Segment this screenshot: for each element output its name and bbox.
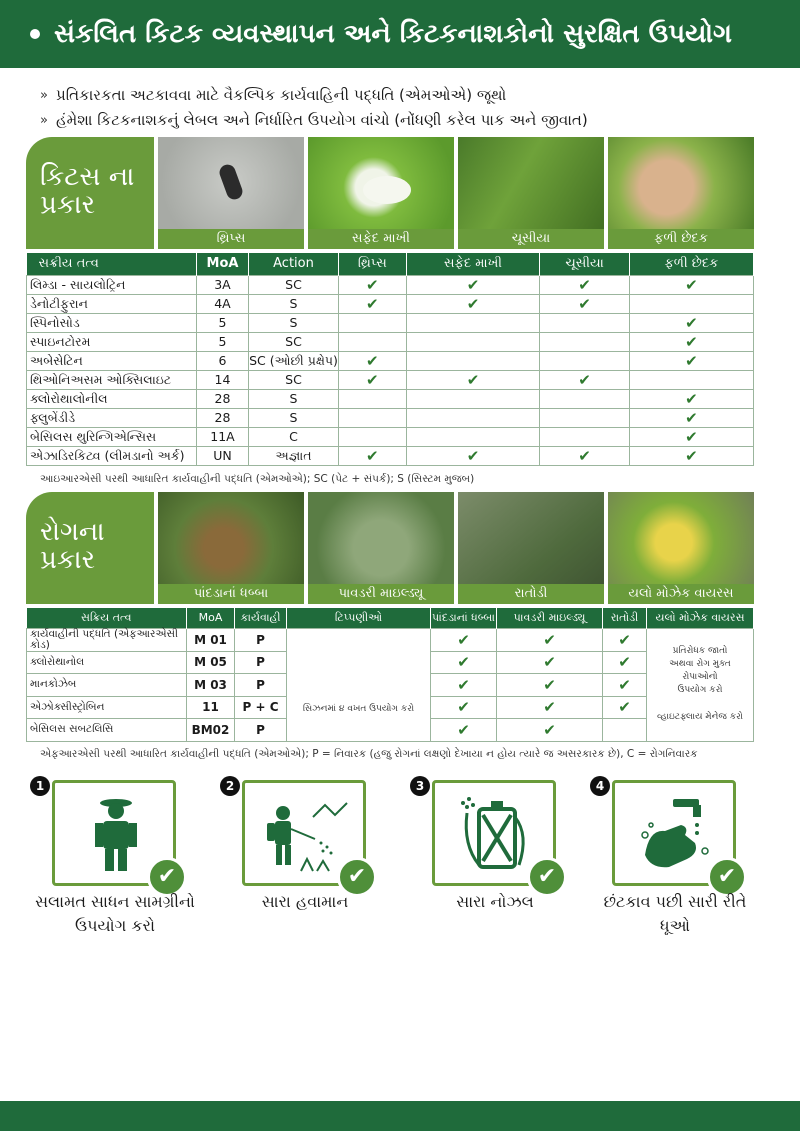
thrips-photo: થ્રિપ્સ	[158, 137, 304, 249]
check-icon: ✔	[578, 275, 591, 294]
target-cell	[629, 275, 753, 294]
check-icon: ✔	[457, 698, 470, 717]
pest-table-header: સક્રીય તત્વ MoA Action થ્રિપ્સ સફેદ માખી ચૂસીયા ફળી છેદક	[27, 253, 754, 275]
bullet-dot-icon	[30, 29, 40, 39]
action-cell: S	[249, 389, 339, 408]
action-cell: S	[249, 408, 339, 427]
target-cell	[431, 696, 497, 719]
target-cell	[406, 427, 540, 446]
active-ingredient: થિઓનિઅસમ ઓક્સિલાઇટ	[27, 370, 197, 389]
target-cell	[406, 370, 540, 389]
check-icon: ✔	[457, 675, 470, 694]
moa-cell: 28	[197, 389, 249, 408]
bullet-item: » પ્રતિકારકતા અટકાવવા માટે વૈકલ્પિક કાર્યવાહિની પદ્ધતિ (એમઓએ) જૂથો	[40, 83, 780, 108]
active-ingredient: લિમ્ડા - સાયલોટ્રિન	[27, 275, 197, 294]
yellow-mosaic-photo: યલો મોઝેક વાયરસ	[608, 492, 754, 604]
target-cell	[406, 446, 540, 465]
check-icon: ✔	[618, 630, 631, 649]
target-cell	[629, 408, 753, 427]
action-cell: S	[249, 294, 339, 313]
rust-photo: રાતોડી	[458, 492, 604, 604]
target-cell	[540, 370, 629, 389]
target-cell	[339, 446, 407, 465]
moa-cell: M 05	[187, 651, 235, 674]
target-cell	[540, 427, 629, 446]
target-cell	[406, 275, 540, 294]
target-cell	[406, 351, 540, 370]
check-icon: ✔	[618, 653, 631, 672]
check-icon: ✔	[466, 446, 480, 465]
target-cell	[339, 389, 407, 408]
safety-practices	[30, 776, 770, 946]
active-ingredient: માનકોઝેબ	[27, 674, 187, 697]
check-icon: ✔	[707, 857, 747, 897]
target-cell	[339, 313, 407, 332]
moa-cell: 6	[197, 351, 249, 370]
sprayer-nozzle-icon	[453, 795, 533, 875]
check-icon: ✔	[457, 653, 470, 672]
action-cell: SC	[249, 370, 339, 389]
pest-table-row	[27, 427, 754, 446]
active-ingredient: ફ્લુબેંડીડે	[27, 408, 197, 427]
active-ingredient: એઝોક્સીસ્ટ્રોબિન	[27, 696, 187, 719]
pest-table-row	[27, 446, 754, 465]
check-icon: ✔	[685, 313, 698, 332]
comment-cell: સિઝનમાં ૪ વખત ઉપયોગ કરો	[287, 628, 431, 741]
target-cell	[339, 275, 407, 294]
moa-cell: BM02	[187, 719, 235, 742]
action-cell: SC	[249, 275, 339, 294]
target-cell	[406, 389, 540, 408]
pest-table-row	[27, 370, 754, 389]
moa-cell: 11	[187, 696, 235, 719]
active-ingredient: એઝાડિરકિટ્વ (લીમડાનો અર્ક)	[27, 446, 197, 465]
target-cell	[431, 719, 497, 742]
thrips-icon	[217, 162, 244, 201]
check-icon: ✔	[618, 675, 631, 694]
moa-cell: 5	[197, 313, 249, 332]
target-cell	[540, 313, 629, 332]
title-banner	[0, 0, 800, 68]
moa-cell: M 03	[187, 674, 235, 697]
action-cell: P	[235, 651, 287, 674]
target-cell	[629, 294, 753, 313]
target-cell	[497, 628, 603, 651]
check-icon: ✔	[366, 294, 379, 313]
pest-table-row	[27, 351, 754, 370]
whitefly-photo: સફેદ માખી	[308, 137, 454, 249]
target-cell	[540, 351, 629, 370]
check-icon: ✔	[457, 630, 470, 649]
check-icon: ✔	[685, 408, 698, 427]
sucking-pest-photo: ચૂસીયા	[458, 137, 604, 249]
check-icon: ✔	[543, 675, 556, 694]
bullet-item: » હંમેશા કિટકનાશકનું લેબલ અને નિર્ધારિત ઉપયોગ વાંચો (નોંધણી કરેલ પાક અને જીવાત)	[40, 108, 780, 133]
footer-bar	[0, 1101, 800, 1131]
hand-wash-icon	[635, 795, 715, 875]
active-ingredient: બેસિલસ થુરિન્ગિએન્સિસ	[27, 427, 197, 446]
pest-table-row	[27, 389, 754, 408]
check-icon: ✔	[685, 275, 698, 294]
pest-table	[26, 253, 754, 466]
safety-item-nozzle: 3 ✔ સારા નોઝલ	[410, 776, 570, 946]
target-cell	[540, 332, 629, 351]
moa-cell: 4A	[197, 294, 249, 313]
check-icon: ✔	[466, 370, 480, 389]
safety-item-weather: 2 ✔ સારા હવામાન	[220, 776, 380, 946]
ppe-worker-icon	[83, 795, 149, 875]
safety-label: સારા હવામાન	[261, 892, 349, 911]
target-cell	[603, 628, 647, 651]
action-cell: P	[235, 674, 287, 697]
pest-table-note: આઇઆરએસી પરથી આધારિત કાર્યવાહીની પદ્ધતિ (એમઓએ); SC (પેટ + સંપર્ક); S (સિસ્ટમ મુજબ)	[40, 473, 475, 485]
action-cell: P	[235, 719, 287, 742]
target-cell	[629, 446, 753, 465]
target-cell	[406, 294, 540, 313]
action-cell: SC (ઓછી પ્રક્ષેપ)	[249, 351, 339, 370]
target-cell	[497, 651, 603, 674]
target-cell	[603, 696, 647, 719]
pest-types-strip	[26, 137, 754, 249]
check-icon: ✔	[543, 720, 556, 739]
pod-borer-photo: ફળી છેદક	[608, 137, 754, 249]
check-icon: ✔	[685, 351, 698, 370]
target-cell	[540, 408, 629, 427]
active-ingredient: ડેનોટીફુરાન	[27, 294, 197, 313]
virus-note-cell: પ્રતિરોધક જાતો અથવા રોગ મુક્ત રોપાઓનો ઉપયોગ કરો વ્હાઇટફ્લાય મેનેજ કરો	[647, 628, 754, 741]
active-ingredient: સ્પિનોસોડ	[27, 313, 197, 332]
powdery-mildew-photo: પાવડરી માઇલ્ડ્યૂ	[308, 492, 454, 604]
disease-table-body	[27, 628, 754, 741]
check-icon: ✔	[578, 294, 591, 313]
check-icon: ✔	[457, 720, 470, 739]
action-cell: C	[249, 427, 339, 446]
target-cell	[339, 332, 407, 351]
target-cell	[629, 389, 753, 408]
target-cell	[431, 628, 497, 651]
leaf-spot-photo: પાંદડાનાં ધબ્બા	[158, 492, 304, 604]
target-cell	[406, 408, 540, 427]
check-icon: ✔	[366, 446, 379, 465]
moa-cell: 11A	[197, 427, 249, 446]
target-cell	[497, 674, 603, 697]
check-icon: ✔	[366, 351, 379, 370]
active-ingredient: ક્લોરોથાલોનીલ	[27, 389, 197, 408]
action-cell: SC	[249, 332, 339, 351]
safety-label: છંટકાવ પછી સારી રીતે ધૂઓ	[603, 892, 747, 935]
target-cell	[603, 719, 647, 742]
target-cell	[497, 696, 603, 719]
target-cell	[497, 719, 603, 742]
target-cell	[540, 294, 629, 313]
target-cell	[629, 351, 753, 370]
check-icon: ✔	[366, 370, 379, 389]
check-icon: ✔	[543, 653, 556, 672]
check-icon: ✔	[543, 630, 556, 649]
spraying-weather-icon	[261, 795, 351, 875]
intro-bullets	[40, 83, 780, 133]
target-cell	[629, 370, 753, 389]
moa-cell: 28	[197, 408, 249, 427]
active-ingredient: ક્લોરોથાનોલ	[27, 651, 187, 674]
target-cell	[603, 651, 647, 674]
check-icon: ✔	[543, 698, 556, 717]
check-icon: ✔	[147, 857, 187, 897]
moa-cell: 14	[197, 370, 249, 389]
target-cell	[406, 332, 540, 351]
check-icon: ✔	[578, 370, 591, 389]
moa-cell: 3A	[197, 275, 249, 294]
page-title: સંકલિત કિટક વ્યવસ્થાપન અને કિટકનાશકોનો સુરક્ષિત ઉપયોગ	[54, 18, 732, 49]
check-icon: ✔	[618, 698, 631, 717]
target-cell	[629, 427, 753, 446]
moa-cell: M 01	[187, 628, 235, 651]
disease-table	[26, 608, 754, 742]
action-cell: P	[235, 628, 287, 651]
action-cell: P + C	[235, 696, 287, 719]
pest-table-row	[27, 294, 754, 313]
target-cell	[339, 408, 407, 427]
check-icon: ✔	[466, 294, 480, 313]
check-icon: ✔	[578, 446, 591, 465]
disease-types-strip	[26, 492, 754, 604]
pest-types-heading: કિટસ ના પ્રકાર	[26, 137, 154, 249]
pest-table-body	[27, 275, 754, 465]
moa-cell: 5	[197, 332, 249, 351]
safety-label: સારા નોઝલ	[456, 892, 534, 911]
whitefly-icon	[363, 176, 411, 204]
check-icon: ✔	[685, 389, 698, 408]
check-icon: ✔	[685, 446, 698, 465]
active-ingredient: અબેસેટિન	[27, 351, 197, 370]
target-cell	[431, 651, 497, 674]
action-cell: અજ્ઞાત	[249, 446, 339, 465]
target-cell	[406, 313, 540, 332]
pest-table-row	[27, 408, 754, 427]
check-icon: ✔	[685, 427, 698, 446]
target-cell	[339, 370, 407, 389]
safety-label: સલામત સાધન સામગ્રીનો ઉપયોગ કરો	[35, 892, 195, 935]
disease-table-row	[27, 628, 754, 651]
target-cell	[339, 351, 407, 370]
target-cell	[339, 427, 407, 446]
safety-item-ppe: 1 ✔ સલામત સાધન સામગ્રીનો ઉપયોગ કરો	[30, 776, 190, 946]
target-cell	[540, 446, 629, 465]
action-cell: S	[249, 313, 339, 332]
check-icon: ✔	[337, 857, 377, 897]
target-cell	[603, 674, 647, 697]
target-cell	[629, 313, 753, 332]
target-cell	[540, 389, 629, 408]
pest-table-row	[27, 275, 754, 294]
target-cell	[629, 332, 753, 351]
target-cell	[431, 674, 497, 697]
check-icon: ✔	[466, 275, 480, 294]
active-ingredient: બેસિલસ સબટલિસિ	[27, 719, 187, 742]
check-icon: ✔	[527, 857, 567, 897]
disease-table-header: સક્રિય તત્વ MoA કાર્યવાહી ટિપ્પણીઓ પાંદડાનાં ધબ્બા પાવડરી માઇલ્ડ્યૂ રાતોડી યલો મોઝેક વાયરસ	[27, 608, 754, 628]
target-cell	[339, 294, 407, 313]
active-ingredient: કાર્યવાહીની પદ્ધતિ (એફઆરએસી કોડ)	[27, 628, 187, 651]
disease-types-heading: રોગના પ્રકાર	[26, 492, 154, 604]
safety-item-wash: 4 ✔ છંટકાવ પછી સારી રીતે ધૂઓ	[590, 776, 750, 946]
pest-table-row	[27, 313, 754, 332]
active-ingredient: સ્પાઇનટોરમ	[27, 332, 197, 351]
pest-table-row	[27, 332, 754, 351]
check-icon: ✔	[685, 332, 698, 351]
disease-table-note: એફઆરએસી પરથી આધારિત કાર્યવાહીની પદ્ધતિ (એમઓએ); P = નિવારક (હજુ રોગનાં લક્ષણો દેખાયા ન હોય ત્યારે જ અસરકારક છે), C = રોગનિવારક	[40, 748, 698, 760]
target-cell	[540, 275, 629, 294]
moa-cell: UN	[197, 446, 249, 465]
check-icon: ✔	[366, 275, 379, 294]
